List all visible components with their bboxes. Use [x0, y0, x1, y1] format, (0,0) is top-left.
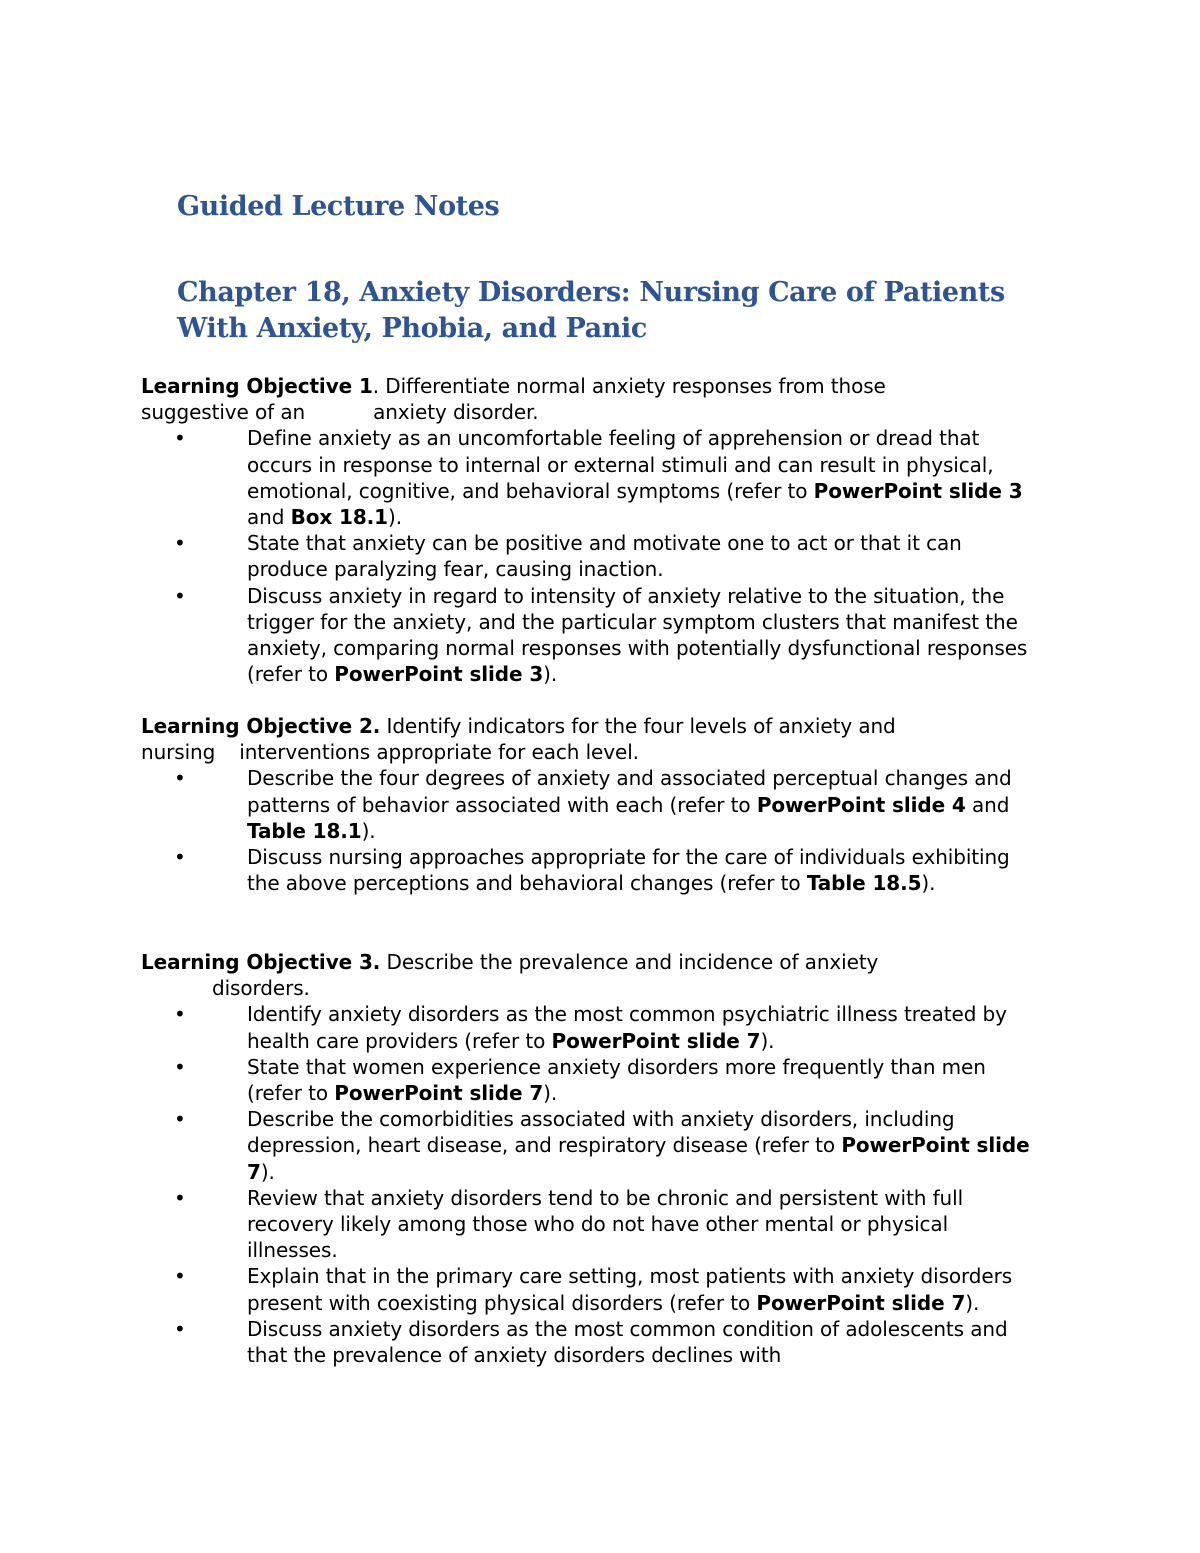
bullet-icon: • — [174, 583, 186, 608]
objective-text-cont-2: disorders. — [212, 976, 310, 1001]
list-item: • Discuss anxiety disorders as the most common condition of adolescents and that the prevalence of anxiety disorders declines with — [174, 1316, 1008, 1368]
reference: PowerPoint slide 7 — [247, 1133, 1030, 1184]
objective-text: Differentiate normal anxiety responses from those — [379, 374, 886, 398]
reference: Table 18.1 — [247, 818, 362, 843]
bullet-icon: • — [174, 766, 186, 791]
reference: PowerPoint slide 7 — [756, 1290, 966, 1315]
reference: PowerPoint slide 3 — [813, 478, 1023, 503]
objective-lead — [141, 949, 1041, 1001]
objective-lead — [141, 373, 1041, 425]
objective-label: Learning Objective 3. — [141, 950, 381, 974]
bullet-icon: • — [174, 1107, 186, 1132]
bullet-icon: • — [174, 1185, 186, 1210]
bullet-icon: • — [174, 426, 186, 451]
learning-objective-3 — [141, 949, 1041, 1368]
list-item: • Define anxiety as an uncomfortable feeling of apprehension or dread that occurs in response to internal or external stimuli and can result in physical, emotional, cognitive, and behavioral symptoms (refer to PowerPoint slide 3 and Box 18.1). — [174, 426, 1023, 530]
objective-bullet-list — [141, 1001, 1041, 1368]
objective-label: Learning Objective 1 — [141, 374, 373, 398]
bullet-icon: • — [174, 845, 186, 870]
chapter-heading — [177, 275, 1077, 347]
chapter-heading-line-1: Chapter 18, Anxiety Disorders: Nursing Care of Patients — [177, 277, 1005, 308]
bullet-icon: • — [174, 1264, 186, 1289]
objective-text-cont-2: anxiety disorder. — [373, 400, 539, 425]
bullet-icon: • — [174, 1316, 186, 1341]
list-item: • Describe the comorbidities associated with anxiety disorders, including depression, heart disease, and respiratory disease (refer to PowerPoint slide 7). — [174, 1107, 1030, 1184]
list-item: • State that anxiety can be positive and motivate one to act or that it can produce paralyzing fear, causing inaction. — [174, 531, 962, 582]
objective-bullet-list — [141, 425, 1041, 687]
objective-text: Identify indicators for the four levels of anxiety and — [380, 714, 896, 738]
bullet-icon: • — [174, 1002, 186, 1027]
objective-text-cont-2: interventions appropriate for each level. — [239, 740, 639, 765]
objective-text-cont: suggestive of an — [141, 400, 306, 425]
reference: PowerPoint slide 7 — [551, 1028, 761, 1053]
learning-objective-2 — [141, 713, 1041, 896]
list-item: • Describe the four degrees of anxiety and associated perceptual changes and patterns of behavior associated with each (refer to PowerPoint slide 4 and Table 18.1). — [174, 766, 1012, 843]
reference: PowerPoint slide 7 — [334, 1081, 544, 1106]
bullet-icon: • — [174, 531, 186, 556]
list-item: • Discuss nursing approaches appropriate for the care of individuals exhibiting the above perceptions and behavioral changes (refer to Table 18.5). — [174, 845, 1010, 896]
chapter-heading-line-2: With Anxiety, Phobia, and Panic — [177, 313, 647, 344]
list-item: • State that women experience anxiety disorders more frequently than men (refer to PowerPoint slide 7). — [174, 1054, 986, 1106]
objective-text-cont: nursing — [141, 740, 216, 765]
objective-text: Describe the prevalence and incidence of anxiety — [380, 950, 879, 974]
list-item: • Identify anxiety disorders as the most common psychiatric illness treated by health care providers (refer to PowerPoint slide 7). — [174, 1002, 1007, 1053]
objective-label-suffix: . — [372, 374, 380, 398]
document-title: Guided Lecture Notes — [177, 191, 500, 222]
objective-label: Learning Objective 2. — [141, 714, 381, 738]
bullet-icon: • — [174, 1054, 186, 1079]
reference: PowerPoint slide 4 — [756, 792, 966, 817]
reference: Table 18.5 — [806, 871, 922, 896]
objective-bullet-list — [141, 765, 1041, 896]
list-item: • Review that anxiety disorders tend to be chronic and persistent with full recovery likely among those who do not have other mental or physical illnesses. — [174, 1185, 964, 1263]
reference: PowerPoint slide 3 — [334, 662, 544, 687]
objective-lead — [141, 713, 1041, 765]
list-item: • Explain that in the primary care setting, most patients with anxiety disorders present with coexisting physical disorders (refer to PowerPoint slide 7). — [174, 1264, 1013, 1315]
list-item: • Discuss anxiety in regard to intensity of anxiety relative to the situation, the trigger for the anxiety, and the particular symptom clusters that manifest the anxiety, comparing normal responses with potentially dysfunctional responses (refer to PowerPoint slide 3). — [174, 583, 1028, 687]
learning-objective-1 — [141, 373, 1041, 687]
reference: Box 18.1 — [290, 505, 388, 530]
